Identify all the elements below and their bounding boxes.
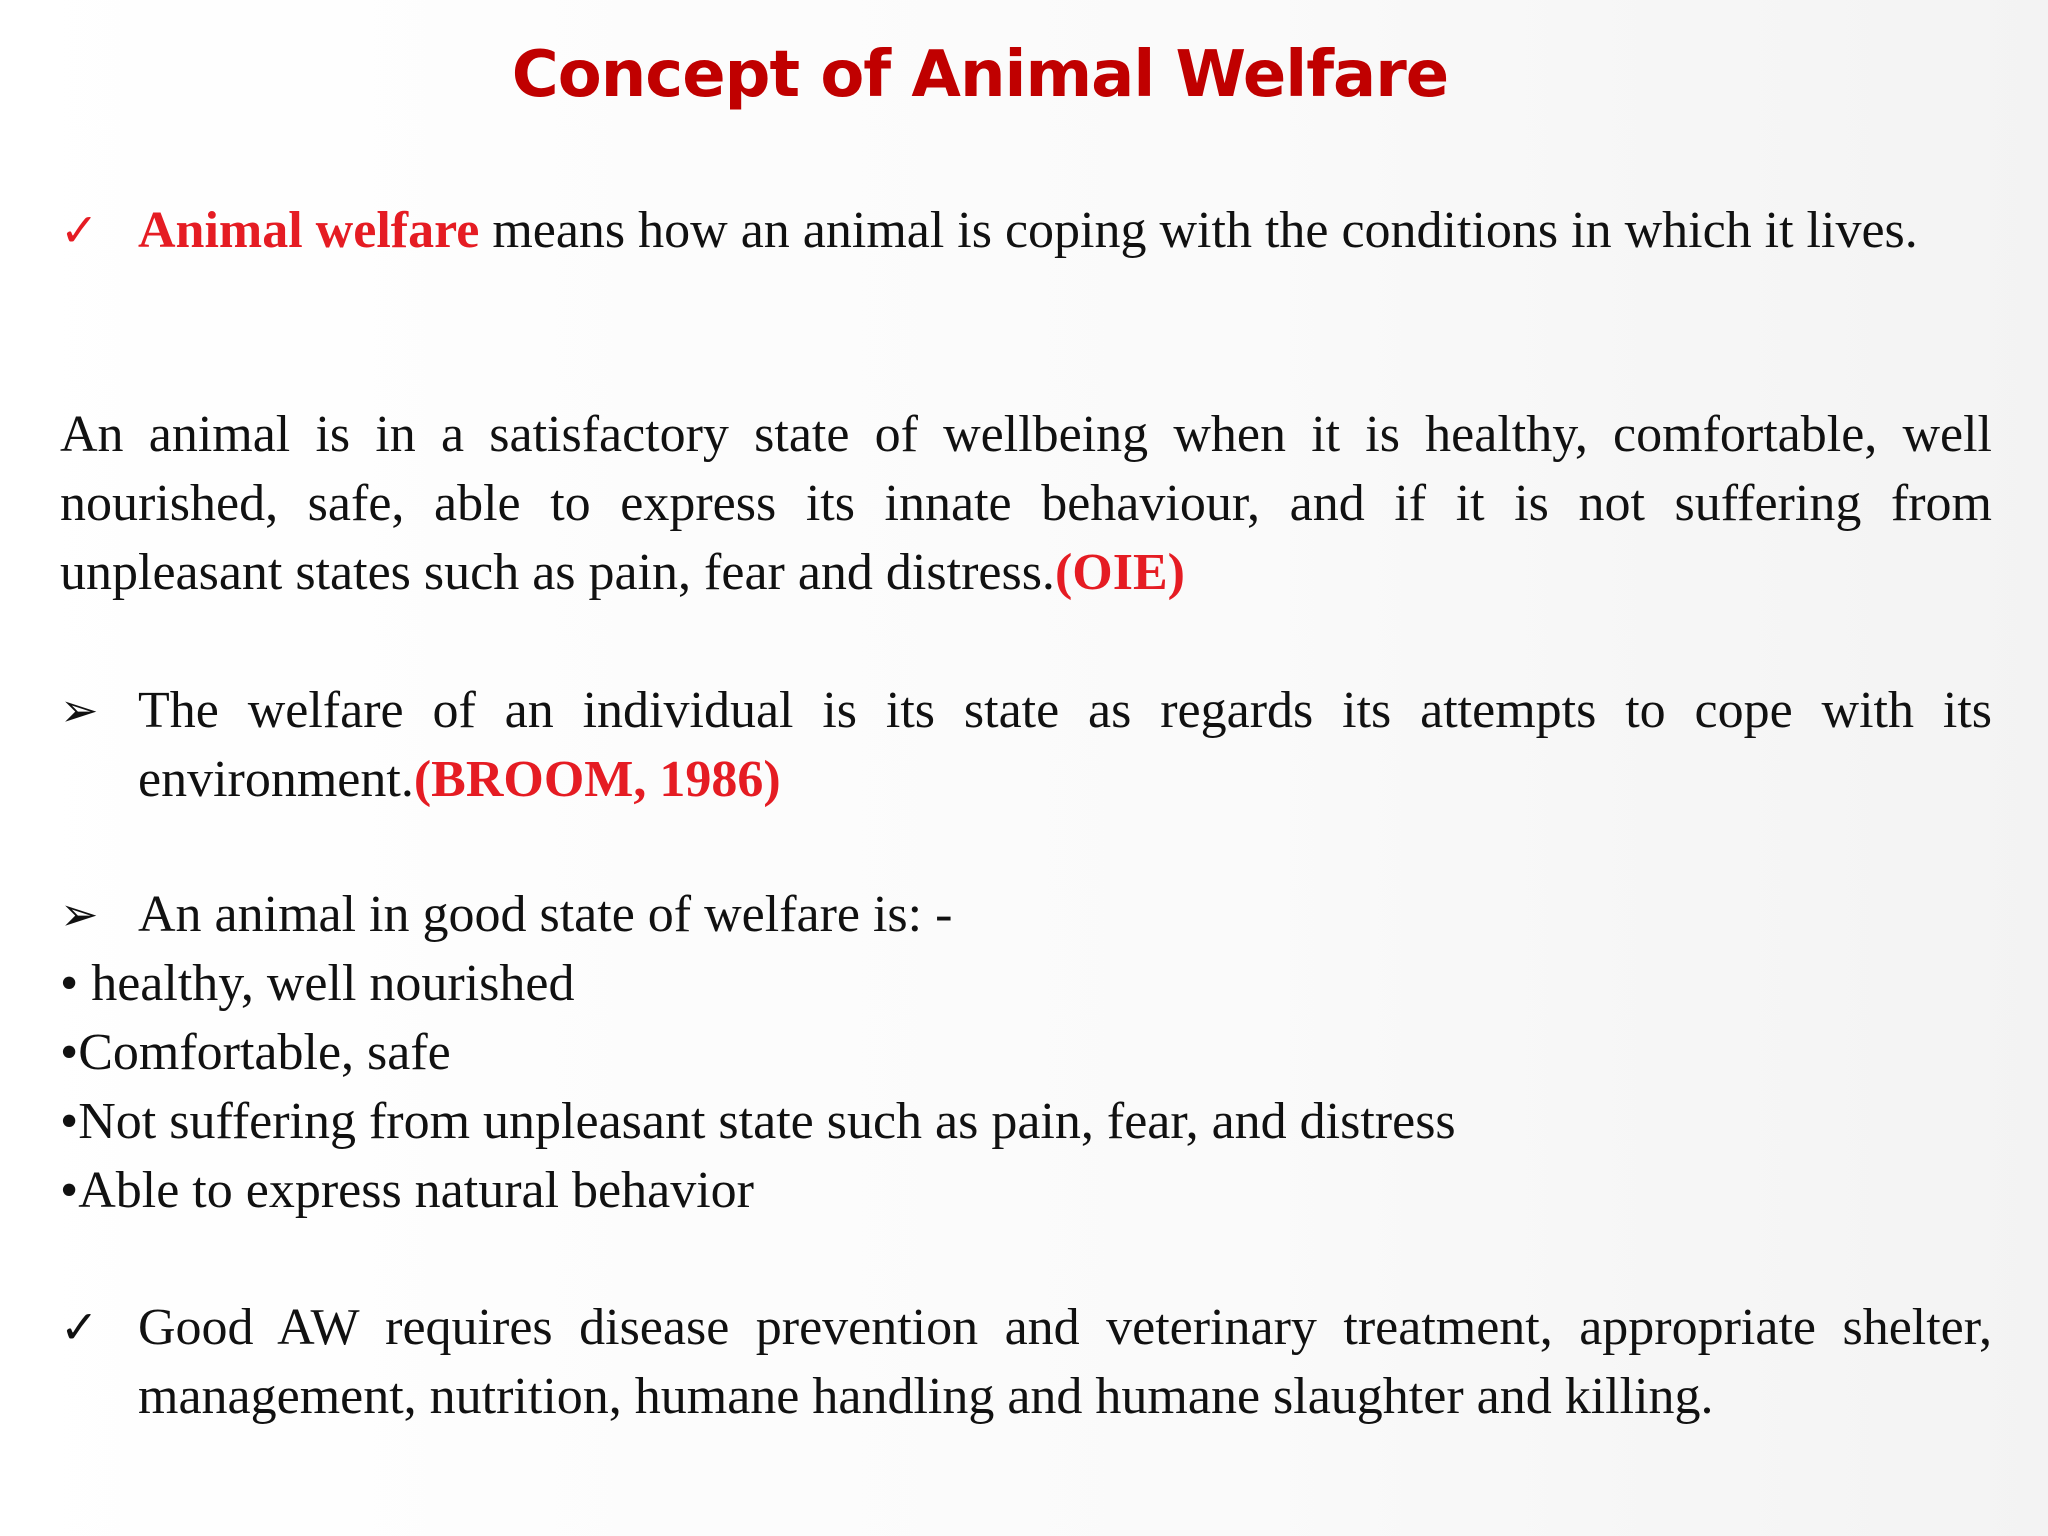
oie-paragraph-text: An animal is in a satisfactory state of wellbeing when it is healthy, comfortable, well nourished, safe, able to express its innate behaviour, and if it is not suffering from unpleasant states such as pain, fear and distress. xyxy=(60,406,1992,601)
broom-item xyxy=(60,676,1992,814)
sub-bullet-item: •Not suffering from unpleasant state such as pain, fear, and distress xyxy=(60,1093,1456,1150)
definition-body: means how an animal is coping with the conditions in which it lives. xyxy=(479,202,1918,259)
page-title: Concept of Animal Welfare xyxy=(511,38,1449,112)
arrow-bullet-icon: ➢ xyxy=(60,683,99,737)
check-icon: ✓ xyxy=(60,203,99,257)
definition-term: Animal welfare xyxy=(138,202,480,259)
broom-body: The welfare of an individual is its state as regards its attempts to cope with its environment. xyxy=(138,682,1992,808)
check-icon: ✓ xyxy=(60,1300,99,1354)
definition-text xyxy=(138,196,1992,265)
sub-bullet-item: •Comfortable, safe xyxy=(60,1024,451,1081)
sub-bullet-item: •Able to express natural behavior xyxy=(60,1162,754,1219)
broom-text xyxy=(138,676,1992,814)
oie-citation: (OIE) xyxy=(1054,544,1185,601)
oie-paragraph xyxy=(60,400,1992,607)
arrow-bullet-icon: ➢ xyxy=(60,887,99,941)
good-aw-text: Good AW requires disease prevention and veterinary treatment, appropriate shelter, management, nutrition, humane handling and humane slaughter and killing. xyxy=(138,1299,1992,1425)
good-state-text: An animal in good state of welfare is: - xyxy=(138,886,953,943)
sub-bullet-item: • healthy, well nourished xyxy=(60,955,575,1012)
broom-citation: (BROOM, 1986) xyxy=(413,751,781,808)
good-aw-item xyxy=(60,1293,1992,1431)
good-state-item xyxy=(60,880,1992,949)
definition-item xyxy=(60,196,1992,265)
